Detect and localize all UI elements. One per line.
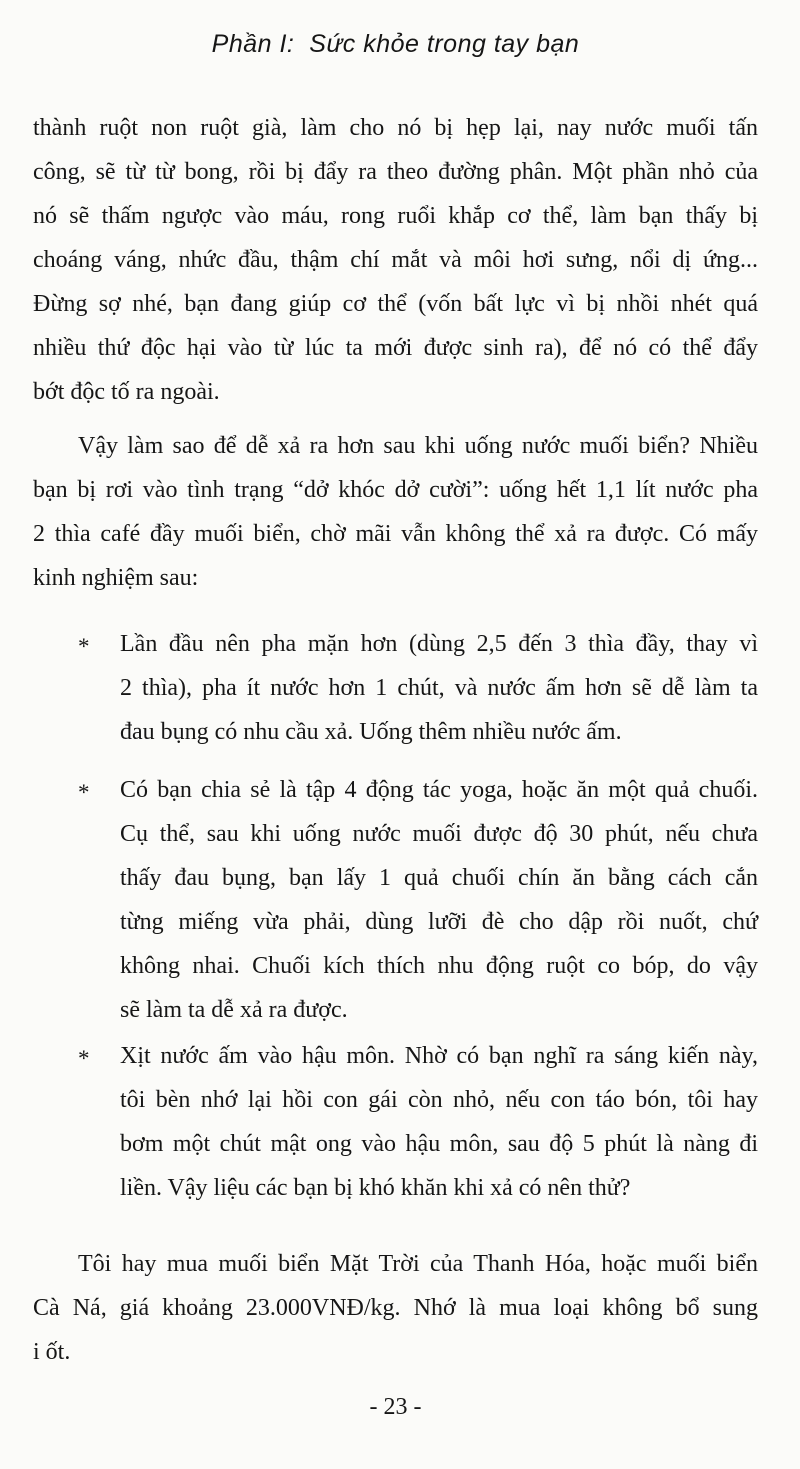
paragraph-closing [33,1242,758,1374]
running-header: Phần I: Sức khỏe trong tay bạn [211,30,580,58]
text-line: 2 thìa), pha ít nước hơn 1 chút, và nước ấm hơn sẽ dễ làm ta [120,675,758,701]
text-line: i ốt. [33,1339,71,1365]
text-line: 2 thìa café đầy muối biển, chờ mãi vẫn không thể xả ra được. Có mấy [33,521,758,547]
text-line: công, sẽ từ từ bong, rồi bị đẩy ra theo đường phân. Một phần nhỏ của [33,159,758,185]
page-number: - 23 - [369,1394,422,1420]
text-line: Có bạn chia sẻ là tập 4 động tác yoga, hoặc ăn một quả chuối. [120,777,758,803]
text-line: Tôi hay mua muối biển Mặt Trời của Thanh Hóa, hoặc muối biển [78,1251,758,1277]
asterisk-bullet-icon: * [78,634,90,659]
text-line: Xịt nước ấm vào hậu môn. Nhờ có bạn nghĩ ra sáng kiến này, [120,1043,758,1069]
asterisk-bullet-icon: * [78,780,90,805]
text-line: Vậy làm sao để dễ xả ra hơn sau khi uống nước muối biển? Nhiều [78,433,758,459]
text-line: bớt độc tố ra ngoài. [33,379,220,405]
text-line: Lần đầu nên pha mặn hơn (dùng 2,5 đến 3 thìa đầy, thay vì [120,631,758,657]
text-line: đau bụng có nhu cầu xả. Uống thêm nhiều nước ấm. [120,719,622,745]
list-item [33,768,758,1032]
book-page [0,28,800,1422]
text-line: liền. Vậy liệu các bạn bị khó khăn khi xả có nên thử? [120,1175,631,1201]
paragraph-intro [33,424,758,600]
text-line: bơm một chút mật ong vào hậu môn, sau độ 5 phút là nàng đi [120,1131,758,1157]
text-line: tôi bèn nhớ lại hồi con gái còn nhỏ, nếu con táo bón, tôi hay [120,1087,758,1113]
text-line: thấy đau bụng, bạn lấy 1 quả chuối chín ăn bằng cách cắn [120,865,758,891]
text-line: Đừng sợ nhé, bạn đang giúp cơ thể (vốn bất lực vì bị nhồi nhét quá [33,291,758,317]
text-line: Cụ thể, sau khi uống nước muối được độ 30 phút, nếu chưa [120,821,758,847]
text-line: nó sẽ thấm ngược vào máu, rong ruổi khắp cơ thể, làm bạn thấy bị [33,203,758,229]
text-line: choáng váng, nhức đầu, thậm chí mắt và môi hơi sưng, nổi dị ứng... [33,247,758,273]
asterisk-bullet-icon: * [78,1046,90,1071]
text-line: sẽ làm ta dễ xả ra được. [120,997,348,1023]
text-line: thành ruột non ruột già, làm cho nó bị hẹp lại, nay nước muối tấn [33,115,758,141]
text-line: Cà Ná, giá khoảng 23.000VNĐ/kg. Nhớ là mua loại không bổ sung [33,1295,758,1321]
list-item [33,622,758,754]
text-line: không nhai. Chuối kích thích nhu động ruột co bóp, do vậy [120,953,758,979]
text-line: kinh nghiệm sau: [33,565,199,591]
text-line: từng miếng vừa phải, dùng lưỡi đè cho dập rồi nuốt, chứ [120,909,758,935]
text-line: nhiều thứ độc hại vào từ lúc ta mới được sinh ra), để nó có thể đẩy [33,335,758,361]
paragraph-continuation [33,106,758,414]
bullet-list [33,622,758,1210]
list-item [33,1034,758,1210]
text-line: bạn bị rơi vào tình trạng “dở khóc dở cười”: uống hết 1,1 lít nước pha [33,477,758,503]
